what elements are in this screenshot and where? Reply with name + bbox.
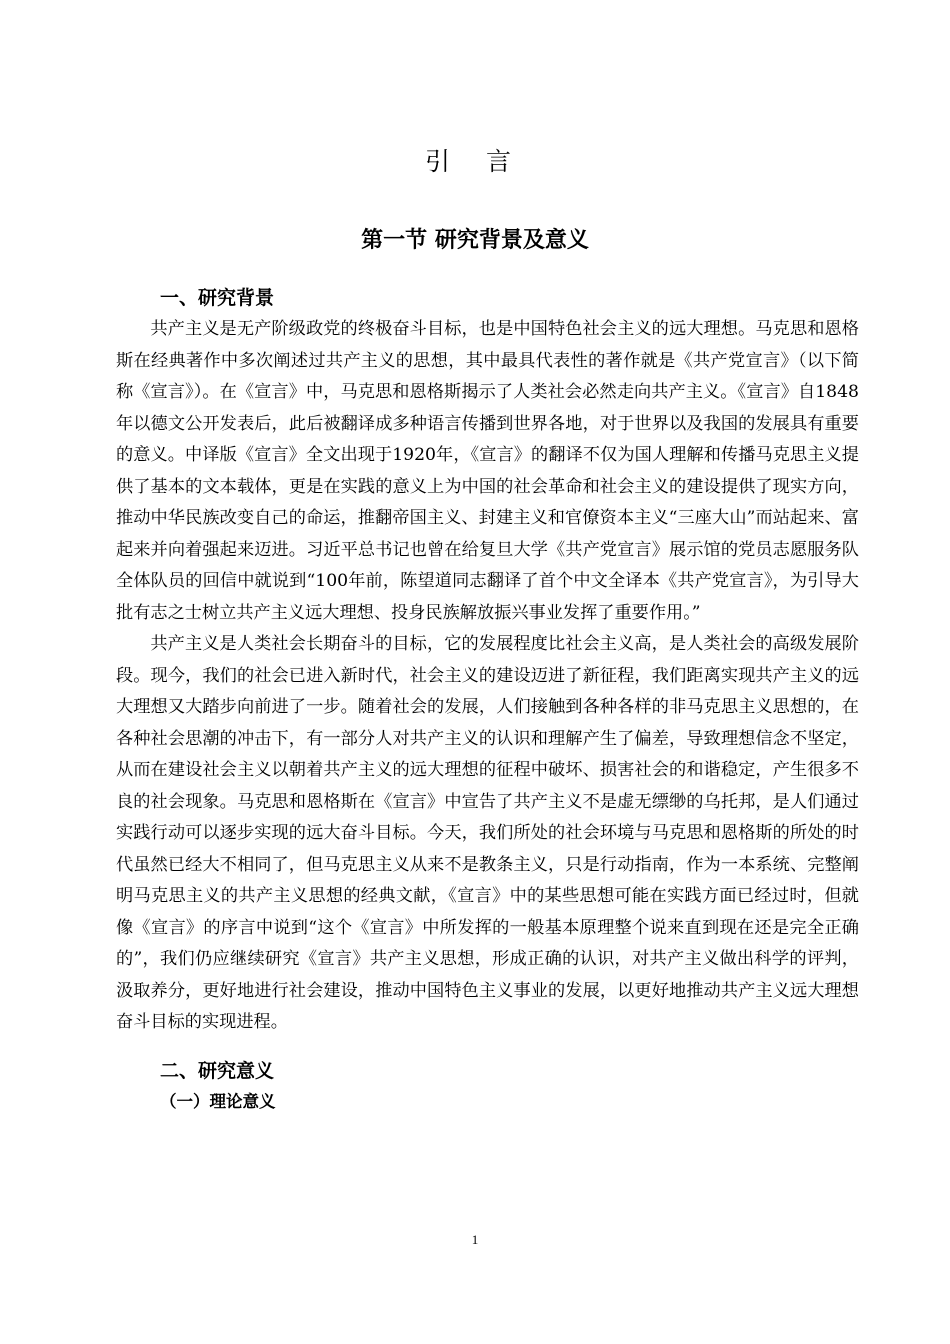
body-paragraph-2: 共产主义是人类社会长期奋斗的目标，它的发展程度比社会主义高，是人类社会的高级发展阶段。现今，我们的社会已进入新时代，社会主义的建设迈进了新征程，我们距离实现共产主义的远大理想又大踏步向前进了一步。随着社会的发展，人们接触到各种各样的非马克思主义思想的，在各种社会思潮的冲击下，有一部分人对共产主义的认识和理解产生了偏差，导致理想信念不坚定，从而在建设社会主义以朝着共产主义的远大理想的征程中破坏、损害社会的和谐稳定，产生很多不良的社会现象。马克思和恩格斯在《宣言》中宣告了共产主义不是虚无缥缈的乌托邦，是人们通过实践行动可以逐步实现的远大奋斗目标。今天，我们所处的社会环境与马克思和恩格斯的所处的时代虽然已经大不相同了，但马克思主义从来不是教条主义，只是行动指南，作为一本系统、完整阐明马克思主义的共产主义思想的经典文献，《宣言》中的某些思想可能在实践方面已经过时，但就像《宣言》的序言中说到“这个《宣言》中所发挥的一般基本原理整个说来直到现在还是完全正确的”，我们仍应继续研究《宣言》共产主义思想，形成正确的认识，对共产主义做出科学的评判，汲取养分，更好地进行社会建设，推动中国特色主义事业的发展，以更好地推动共产主义远大理想奋斗目标的实现进程。	[116, 634, 859, 1032]
page-body	[116, 282, 859, 1117]
chapter-title: 引 言	[425, 147, 525, 176]
subsubsection-heading-theory: （一）理论意义	[160, 1091, 276, 1111]
page-number: 1	[471, 1232, 479, 1247]
body-paragraph-1: 共产主义是无产阶级政党的终极奋斗目标，也是中国特色社会主义的远大理想。马克思和恩格斯在经典著作中多次阐述过共产主义的思想，其中最具代表性的著作就是《共产党宣言》（以下简称《宣言》）。在《宣言》中，马克思和恩格斯揭示了人类社会必然走向共产主义。《宣言》自1848年以德文公开发表后，此后被翻译成多种语言传播到世界各地，对于世界以及我国的发展具有重要的意义。中译版《宣言》全文出现于1920年，《宣言》的翻译不仅为国人理解和传播马克思主义提供了基本的文本载体，更是在实践的意义上为中国的社会革命和社会主义的建设提供了现实方向，推动中华民族改变自己的命运，推翻帝国主义、封建主义和官僚资本主义“三座大山”而站起来、富起来并向着强起来迈进。习近平总书记也曾在给复旦大学《共产党宣言》展示馆的党员志愿服务队全体队员的回信中就说到“100年前，陈望道同志翻译了首个中文全译本《共产党宣言》，为引导大批有志之士树立共产主义远大理想、投身民族解放振兴事业发挥了重要作用。”	[116, 319, 859, 623]
subsection-heading-significance: 二、研究意义	[160, 1059, 275, 1082]
subsection-heading-background: 一、研究背景	[160, 287, 275, 309]
spacer	[116, 1039, 859, 1055]
section-title: 第一节 研究背景及意义	[361, 228, 589, 253]
